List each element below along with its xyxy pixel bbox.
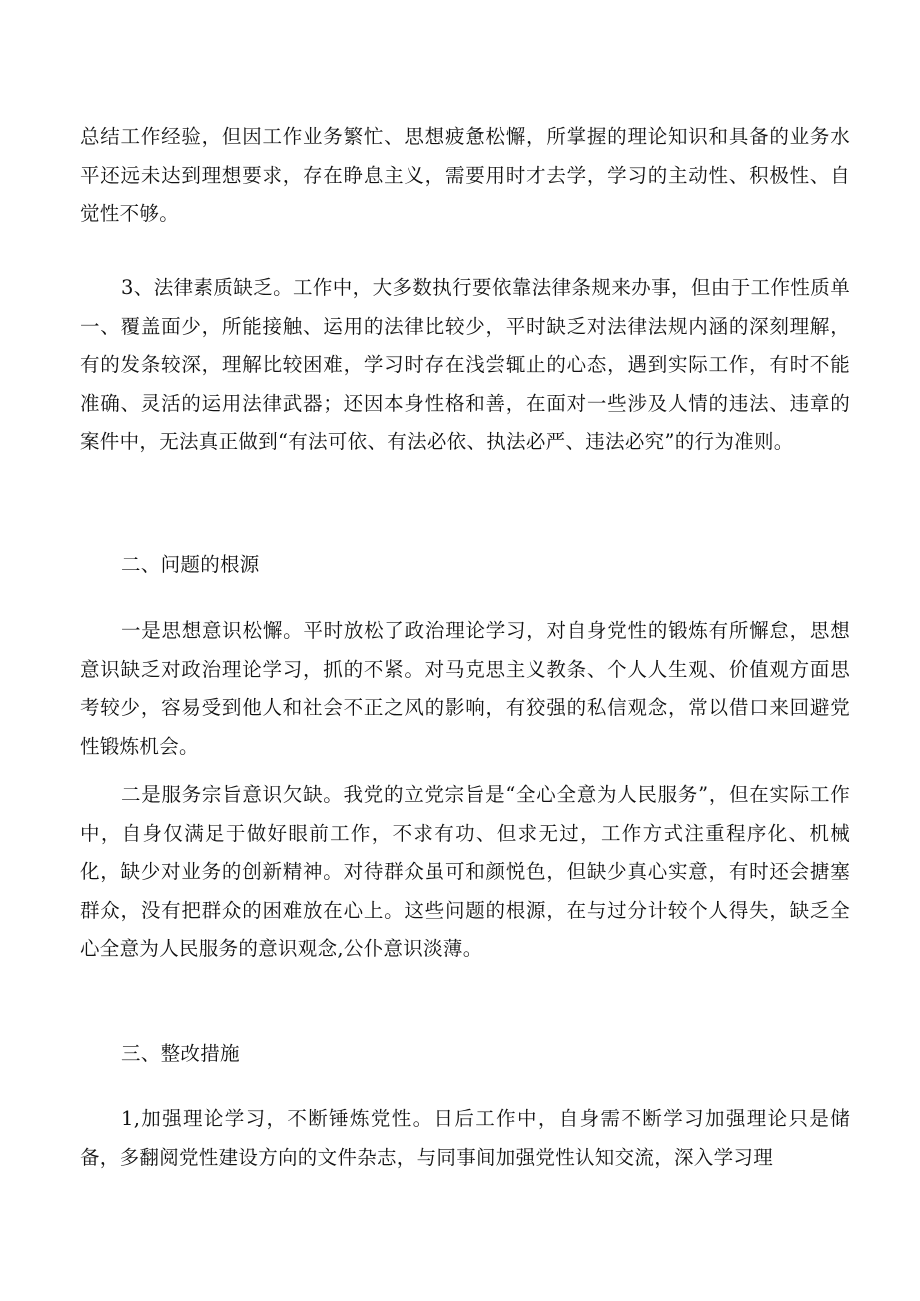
paragraph-service-awareness: 二是服务宗旨意识欠缺。我党的立党宗旨是“全心全意为人民服务”，但在实际工作中，自身仅满足于做好眼前工作，不求有功、但求无过，工作方式注重程序化、机械化，缺少对业务的创新精神。对待群众虽可和颜悦色，但缺少真心实意，有时还会搪塞群众，没有把群众的困难放在心上。这些问题的根源，在与过分计较个人得失，缺乏全心全意为人民服务的意识观念,公仆意识淡薄。 [80, 783, 850, 961]
paragraph-theory-study: 1,加强理论学习，不断锤炼党性。日后工作中，自身需不断学习加强理论只是储备，多翻阅党性建设方向的文件杂志，与同事间加强党性认知交流，深入学习理 [80, 1107, 850, 1169]
section-heading-rectification-measures: 三、整改措施 [121, 1042, 240, 1065]
paragraph-summary-continued: 总结工作经验，但因工作业务繁忙、思想疲惫松懈，所掌握的理论知识和具备的业务水平还远未达到理想要求，存在睁息主义，需要用时才去学，学习的主动性、积极性、自觉性不够。 [80, 125, 850, 226]
paragraph-legal-quality: 3、法律素质缺乏。工作中，大多数执行要依靠法律条规来办事，但由于工作性质单一、覆盖面少，所能接触、运用的法律比较少，平时缺乏对法律法规内涵的深刻理解，有的发条较深，理解比较困难，学习时存在浅尝辄止的心态，遇到实际工作，有时不能准确、灵活的运用法律武器；还因本身性格和善，在面对一些涉及人情的违法、违章的案件中，无法真正做到“有法可依、有法必依、执法必严、违法必究”的行为准则。 [80, 276, 850, 454]
paragraph-ideological-awareness: 一是思想意识松懈。平时放松了政治理论学习，对自身党性的锻炼有所懈怠，思想意识缺乏对政治理论学习，抓的不紧。对马克思主义教条、个人人生观、价值观方面思考较少，容易受到他人和社会不正之风的影响，有狡强的私信观念，常以借口来回避党性锻炼机会。 [80, 619, 850, 758]
section-heading-root-causes: 二、问题的根源 [121, 553, 260, 576]
